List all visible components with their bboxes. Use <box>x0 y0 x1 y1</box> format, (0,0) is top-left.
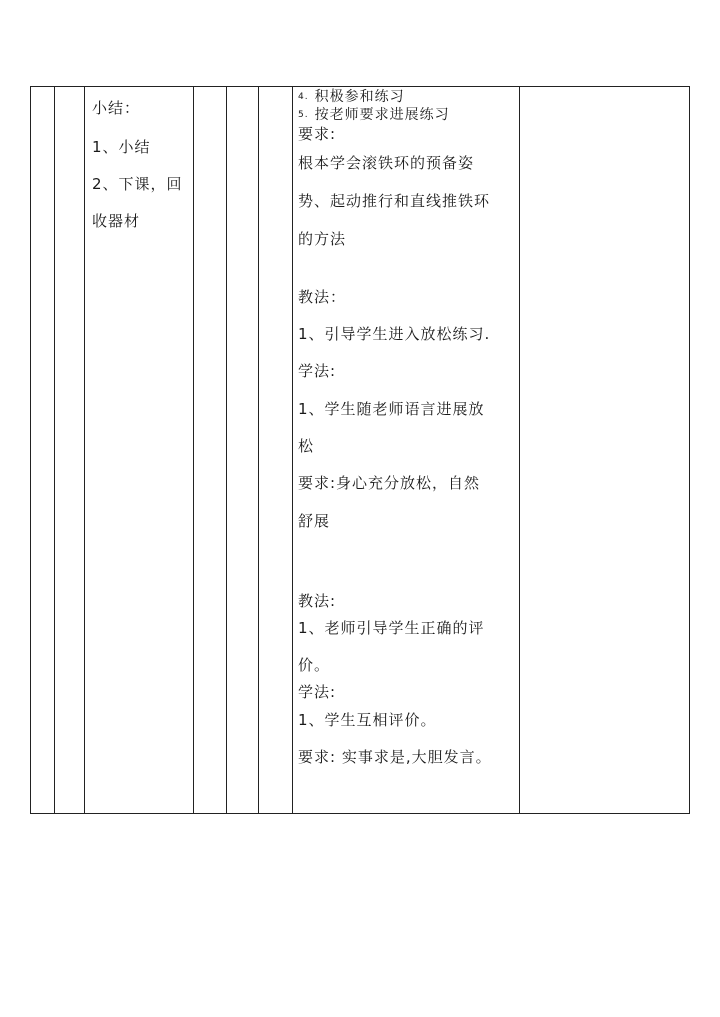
teaching-method-1-item: 1、引导学生进入放松练习. <box>298 325 491 343</box>
summary-title: 小结： <box>92 99 141 117</box>
list-number: 4. <box>298 92 309 102</box>
list-number: 5. <box>298 110 309 120</box>
list-text: 按老师要求进展练习 <box>314 107 450 123</box>
column-divider <box>54 86 55 814</box>
column-divider <box>519 86 520 814</box>
column-divider <box>226 86 227 814</box>
requirement-3: 要求: 实事求是,大胆发言。 <box>298 748 492 766</box>
requirement-1-line2: 势、起动推行和直线推铁环 <box>298 192 491 210</box>
list-item-5 <box>298 104 450 124</box>
learning-method-2-label: 学法: <box>298 683 337 701</box>
table-border-left <box>30 86 31 814</box>
learning-method-2-item: 1、学生互相评价。 <box>298 711 437 729</box>
table-border-bottom <box>30 813 690 814</box>
requirement-1-line1: 根本学会滚铁环的预备姿 <box>298 154 475 172</box>
list-item-4 <box>298 86 405 106</box>
summary-item-2-line1: 2、下课，回 <box>92 175 183 193</box>
column-divider <box>193 86 194 814</box>
teaching-method-2-line1: 1、老师引导学生正确的评 <box>298 619 485 637</box>
teaching-method-2-label: 教法: <box>298 592 337 610</box>
table-border-right <box>689 86 690 814</box>
summary-item-1: 1、小结 <box>92 138 151 156</box>
requirement-2-line1: 要求:身心充分放松，自然 <box>298 474 481 492</box>
column-divider <box>258 86 259 814</box>
column-divider <box>292 86 293 814</box>
requirement-1-line3: 的方法 <box>298 230 347 248</box>
column-divider <box>84 86 85 814</box>
learning-method-1-label: 学法: <box>298 362 337 380</box>
learning-method-1-line1: 1、学生随老师语言进展放 <box>298 400 485 418</box>
learning-method-1-line2: 松 <box>298 437 315 455</box>
teaching-method-2-line2: 价。 <box>298 656 331 674</box>
requirement-2-line2: 舒展 <box>298 512 331 530</box>
teaching-method-1-label: 教法： <box>298 288 347 306</box>
list-text: 积极参和练习 <box>314 89 405 105</box>
summary-item-2-line2: 收器材 <box>92 212 141 230</box>
requirement-1-label: 要求: <box>298 125 337 143</box>
